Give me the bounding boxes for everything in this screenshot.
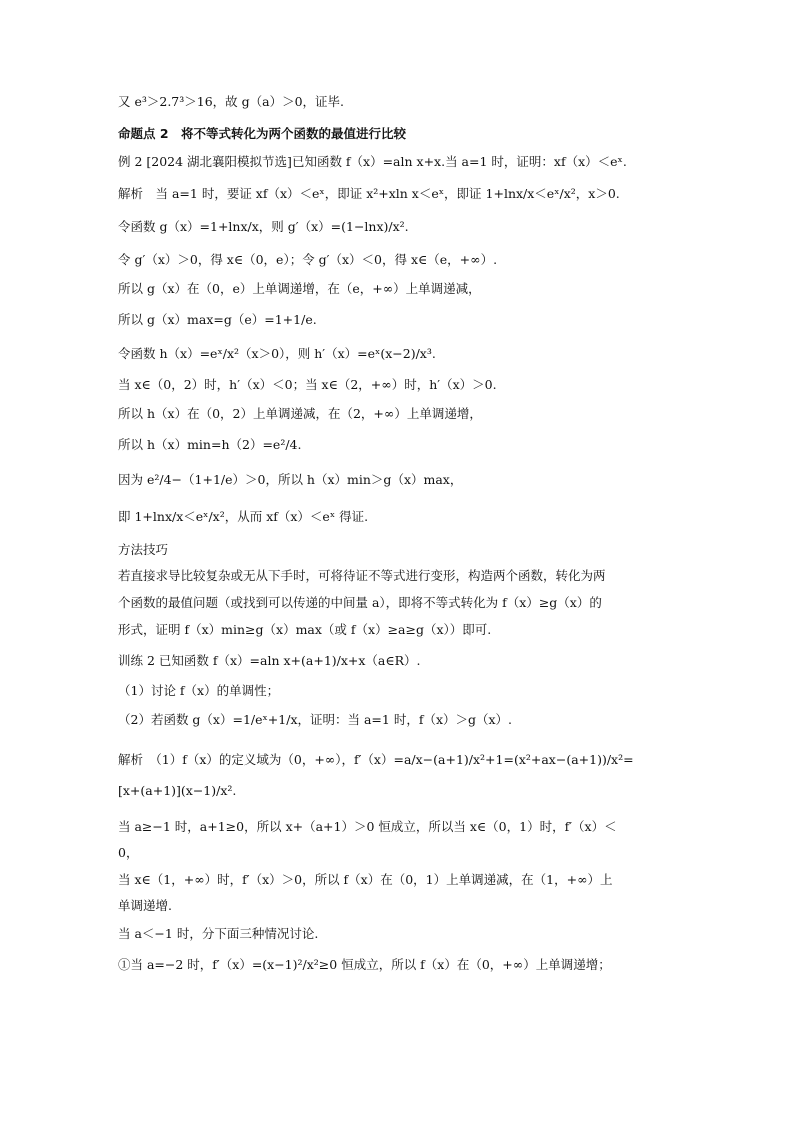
exercise-solution-line-7: 当 a＜−1 时，分下面三种情况讨论.: [118, 926, 319, 941]
method-tip-heading: 方法技巧: [118, 542, 169, 557]
solution-line-7: 当 x∈（0，2）时，h′（x）＜0；当 x∈（2，+∞）时，h′（x）＞0.: [118, 377, 497, 392]
solution-line-8: 所以 h（x）在（0，2）上单调递减，在（2，+∞）上单调递增，: [118, 406, 482, 421]
method-tip-line-2: 个函数的最值问题（或找到可以传递的中间量 a），即将不等式转化为 f（x）≥g（x）的: [118, 595, 602, 610]
solution-line-4: 所以 g（x）在（0，e）上单调递增，在（e，+∞）上单调递减，: [118, 281, 481, 296]
text-line-1: 又 e³＞2.7³＞16，故 g（a）＞0，证毕.: [118, 94, 345, 109]
exercise-solution-line-3: 当 a≥−1 时，a+1≥0，所以 x+（a+1）＞0 恒成立，所以当 x∈（0，1）时，f′（x）＜: [118, 819, 617, 834]
solution-line-9: 所以 h（x）min=h（2）=e²/4.: [118, 437, 302, 452]
method-tip-line-1: 若直接求导比较复杂或无从下手时，可将待证不等式进行变形，构造两个函数，转化为两: [118, 568, 606, 583]
exercise-solution-line-6: 单调递增.: [118, 898, 172, 913]
exercise-solution-line-1: 解析 （1）f（x）的定义域为（0，+∞），f′（x）=a/x−(a+1)/x²+1=(x²+ax−(a+1))/x²=: [118, 752, 634, 767]
solution-line-10: 因为 e²/4−（1+1/e）＞0，所以 h（x）min＞g（x）max，: [118, 472, 463, 487]
exercise-solution-line-2: [x+(a+1)](x−1)/x².: [118, 783, 237, 798]
method-tip-line-3: 形式，证明 f（x）min≥g（x）max（或 f（x）≥a≥g（x））即可.: [118, 622, 492, 637]
solution-line-11: 即 1+lnx/x＜eˣ/x²，从而 xf（x）＜eˣ 得证.: [118, 509, 369, 524]
exercise-solution-line-8: ①当 a=−2 时，f′（x）=(x−1)²/x²≥0 恒成立，所以 f（x）在（0，+∞）上单调递增；: [118, 957, 611, 972]
solution-line-1: 解析 当 a=1 时，要证 xf（x）＜eˣ，即证 x²+xln x＜eˣ，即证 1+lnx/x＜eˣ/x²，x＞0.: [118, 186, 620, 201]
exercise-part-1: （1）讨论 f（x）的单调性；: [118, 683, 280, 698]
exercise-solution-line-4: 0，: [118, 845, 139, 860]
solution-line-2: 令函数 g（x）=1+lnx/x，则 g′（x）=(1−lnx)/x².: [118, 219, 409, 234]
exercise-part-2: （2）若函数 g（x）=1/eˣ+1/x，证明：当 a=1 时，f（x）＞g（x）.: [118, 712, 513, 727]
example-2-statement: 例 2 [2024 湖北襄阳模拟节选]已知函数 f（x）=aln x+x.当 a=1 时，证明：xf（x）＜eˣ.: [118, 154, 627, 169]
section-heading: 命题点 2 将不等式转化为两个函数的最值进行比较: [118, 126, 407, 141]
solution-line-6: 令函数 h（x）=eˣ/x²（x＞0），则 h′（x）=eˣ(x−2)/x³.: [118, 346, 436, 361]
exercise-solution-line-5: 当 x∈（1，+∞）时，f′（x）＞0，所以 f（x）在（0，1）上单调递减，在（1，+∞）上: [118, 872, 613, 887]
exercise-2-statement: 训练 2 已知函数 f（x）=aln x+(a+1)/x+x（a∈R）.: [118, 653, 421, 668]
solution-line-5: 所以 g（x）max=g（e）=1+1/e.: [118, 312, 317, 327]
solution-line-3: 令 g′（x）＞0，得 x∈（0，e）；令 g′（x）＜0，得 x∈（e，+∞）.: [118, 252, 498, 267]
